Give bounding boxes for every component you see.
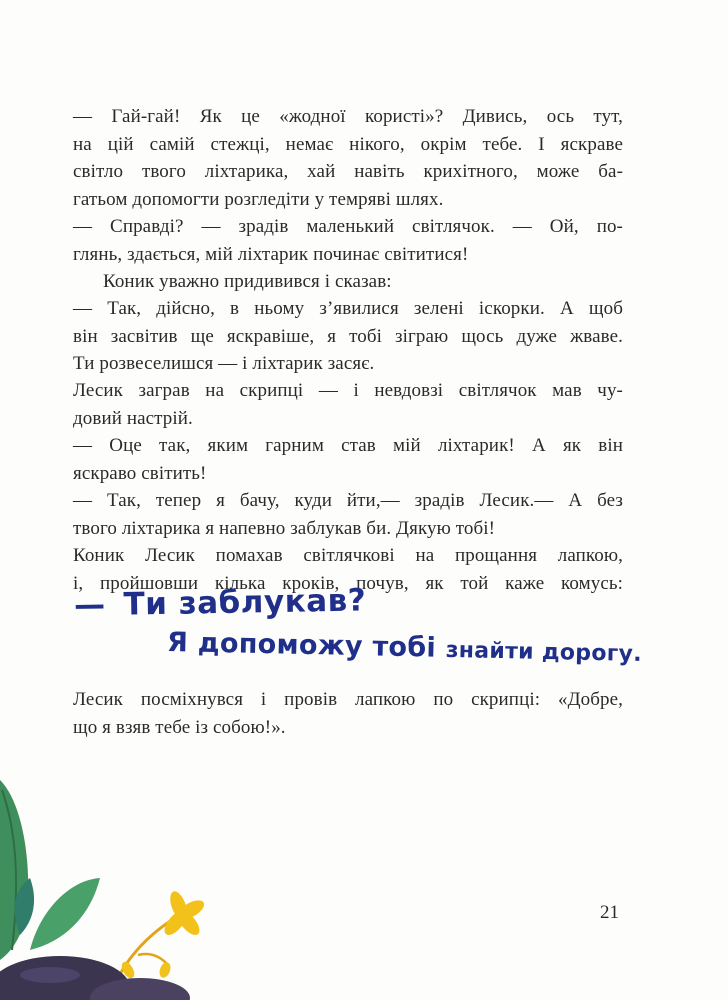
text-line: — Оце так, яким гарним став мій ліхтарик! А як він [73,435,623,456]
text-line: довий настрій. [73,407,193,429]
text-line: — Так, дійсно, в ньому з’явилися зелені іскорки. А щоб [73,298,623,319]
shout-line-2 [167,627,643,668]
text-line: — Гай-гай! Як це «жодної користі»? Дивись, ось тут, [73,106,623,127]
shout-text-2a: Я допоможу тобі [166,627,447,664]
text-line: — Так, тепер я бачу, куди йти,— зрадів Лесик.— А без [73,490,623,511]
shout-text-1: Ти заблукав? [123,582,367,623]
text-line: Ти розвеселишся — і ліхтарик засяє. [73,353,375,374]
rock-highlight-icon [20,967,80,983]
text-line: світло твого ліхтарика, хай навіть крихітного, може ба- [73,161,623,182]
text-line: Лесик посміхнувся і провів лапкою по скрипці: «Добре, [73,689,623,710]
text-line: він засвітив ще яскравіше, я тобі зіграю щось дуже жваве. [73,325,623,347]
flower-icon [161,889,208,939]
page-number: 21 [600,902,619,923]
text-line: твого ліхтарика я напевно заблукав би. Дякую тобі! [73,517,496,539]
shout-text-2b: знайти дорогу. [445,637,643,667]
paragraph [73,686,623,741]
leaf-icon [30,878,100,950]
text-line: на цій самій стежці, немає нікого, окрім тебе. І яскраве [73,133,623,155]
text-line: Лесик заграв на скрипці — і невдовзі світлячок мав чу- [73,380,623,401]
text-line: гатьом допомогти розгледіти у темряві шлях. [73,188,444,210]
text-line: і, пройшовши кілька кроків, почув, як той каже комусь: [73,572,623,594]
paragraph [73,377,623,432]
shout-line-1 [74,582,367,623]
bud-icon [158,961,173,979]
text-line: Коник Лесик помахав світлячкові на прощання лапкою, [73,545,623,566]
text-line: глянь, здається, мій ліхтарик починає світитися! [73,243,469,265]
paragraph [73,432,623,487]
paragraph [73,103,623,213]
text-line: що я взяв тебе із собою!». [73,716,286,738]
paragraph [73,487,623,542]
text-line: — Справді? — зрадів маленький світлячок. — Ой, по- [73,216,623,237]
stem-icon [138,954,168,965]
paragraph [73,268,623,296]
paragraph [73,213,623,268]
text-line: яскраво світить! [73,462,207,484]
plant-illustration [0,760,220,1000]
shout-dash: — [73,587,106,624]
text-line: Коник уважно придивився і сказав: [103,271,392,292]
paragraph [73,295,623,378]
